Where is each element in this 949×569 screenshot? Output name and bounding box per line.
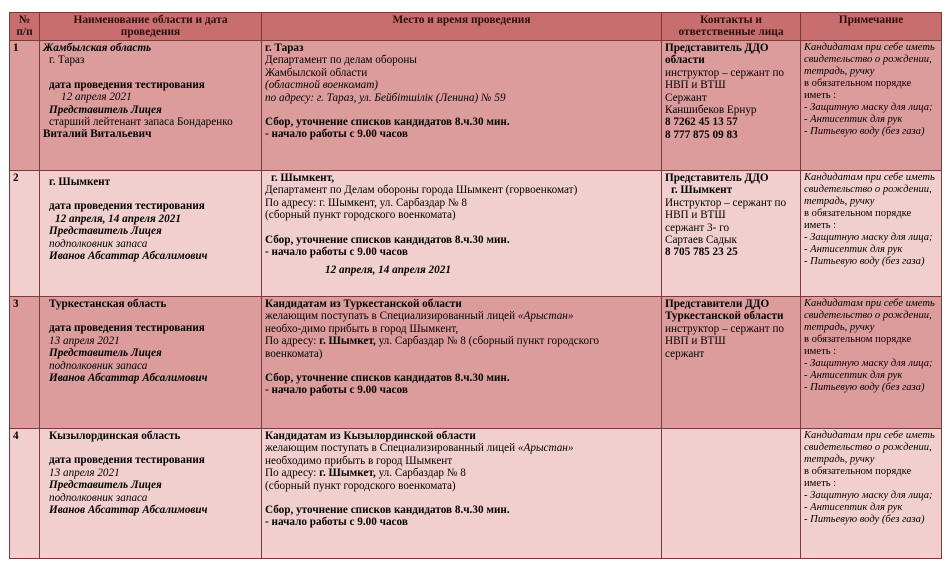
test-date: 13 апреля 2021 <box>49 466 120 479</box>
date-label: дата проведения тестирования <box>49 454 205 467</box>
contact-line: инструктор – сержант по НВП и ВТШ <box>665 66 785 92</box>
note-line: - Защитную маску для лица; <box>804 490 933 501</box>
contact-city: г. Шымкент <box>671 184 733 197</box>
contact-name: Сартаев Садык <box>665 234 737 247</box>
test-date: 12 апреля, 14 апреля 2021 <box>55 212 181 225</box>
rep-name: Иванов Абсаттар Абсалимович <box>49 372 208 385</box>
place-heading: Кандидатам из Кызылординской области <box>265 430 476 442</box>
region-cell <box>40 41 262 171</box>
rep-label: Представитель Лицея <box>49 347 162 360</box>
contact-line: сержант 3- го <box>665 221 730 234</box>
region-cell <box>40 171 262 297</box>
note-line: Кандидатам при себе иметь свидетельство о рождении, тетрадь, ручку <box>804 430 935 465</box>
rep-rank: подполковник запаса <box>49 237 148 250</box>
note-line: Кандидатам при себе иметь свидетельство о рождении, тетрадь, ручку <box>804 172 935 207</box>
date-label: дата проведения тестирования <box>49 322 205 335</box>
place-address: По адресу: г. Шымкент, ул. Сарбаздар № 8 <box>265 196 467 209</box>
region-cell <box>40 429 262 559</box>
rep-label: Представитель Лицея <box>49 225 162 238</box>
test-date: 13 апреля 2021 <box>49 334 120 347</box>
region-sub: г. Тараз <box>49 54 85 67</box>
row-number: 2 <box>10 171 40 297</box>
rep-name: Виталий Витальевич <box>43 128 152 141</box>
place-city: г. Тараз <box>265 42 304 54</box>
table-row <box>10 41 942 171</box>
lyceum-name: «Арыстан» <box>517 442 574 455</box>
schedule-table <box>9 12 942 559</box>
row-number: 1 <box>10 41 40 171</box>
place-city: г. Шымкент, <box>271 172 335 184</box>
note-line: - Антисептик для рук <box>804 114 903 125</box>
place-line: необхо-димо прибыть в город Шымкент, <box>265 322 459 335</box>
place-line: (сборный пункт городского военкомата) <box>265 209 456 222</box>
place-cell <box>262 171 662 297</box>
place-address: По адресу: г. Шымкет, ул. Сарбаздар № 8 (сборный пункт городского военкомата) <box>265 335 599 360</box>
note-line: Кандидатам при себе иметь свидетельство о рождении, тетрадь, ручку <box>804 298 935 333</box>
row-number: 3 <box>10 297 40 429</box>
note-line: - Питьевую воду (без газа) <box>804 514 925 525</box>
note-line: в обязательном порядке иметь : <box>804 78 912 101</box>
place-cell <box>262 297 662 429</box>
contact-title: Представитель ДДО <box>665 172 769 184</box>
region-cell <box>40 297 262 429</box>
header-contacts: Контакты и ответственные лица <box>662 13 801 41</box>
contacts-cell <box>662 429 801 559</box>
note-cell <box>801 429 942 559</box>
place-heading: Кандидатам из Туркестанской области <box>265 298 462 310</box>
note-line: - Антисептик для рук <box>804 502 903 513</box>
note-line: - Защитную маску для лица; <box>804 102 933 113</box>
start-time: - начало работы с 9.00 часов <box>265 128 408 141</box>
contact-line: сержант <box>665 347 705 360</box>
table-row <box>10 171 942 297</box>
note-line: - Антисептик для рук <box>804 370 903 381</box>
rep-rank: подполковник запаса <box>49 359 148 372</box>
place-line: Департамент по делам обороны <box>265 54 417 67</box>
header-region: Наименование области и дата проведения <box>40 13 262 41</box>
contacts-cell <box>662 41 801 171</box>
place-cell <box>262 41 662 171</box>
contact-title: Представители ДДО Туркестанской области <box>665 298 784 323</box>
note-line: в обязательном порядке иметь : <box>804 466 912 489</box>
contact-phone: 8 7262 45 13 57 <box>665 116 738 129</box>
note-line: - Питьевую воду (без газа) <box>804 126 925 137</box>
note-line: - Питьевую воду (без газа) <box>804 382 925 393</box>
region-title: Туркестанская область <box>49 298 167 310</box>
rep-label: Представитель Лицея <box>49 479 162 492</box>
place-line: Жамбылской области <box>265 66 368 79</box>
note-line: - Защитную маску для лица; <box>804 232 933 243</box>
place-line: желающим поступать в Специализированный лицей «Арыстан» <box>265 442 574 455</box>
header-row <box>10 13 942 41</box>
place-address: По адресу: г. Шымкет, ул. Сарбаздар № 8 <box>265 467 466 480</box>
gathering-time: Сбор, уточнение списков кандидатов 8.ч.30 мин. <box>265 504 510 517</box>
note-line: - Питьевую воду (без газа) <box>804 256 925 267</box>
note-cell <box>801 171 942 297</box>
place-cell <box>262 429 662 559</box>
start-time: - начало работы с 9.00 часов <box>265 246 408 259</box>
date-label: дата проведения тестирования <box>49 78 205 91</box>
contact-name: Каншибеков Ернур <box>665 104 757 117</box>
place-line: (сборный пункт городского военкомата) <box>265 479 456 492</box>
rep-rank: старший лейтенант запаса Бондаренко <box>49 116 233 129</box>
contact-phone: 8 705 785 23 25 <box>665 246 738 259</box>
start-time: - начало работы с 9.00 часов <box>265 384 408 397</box>
start-time: - начало работы с 9.00 часов <box>265 516 408 529</box>
region-title: г. Шымкент <box>49 176 111 188</box>
place-line: необходимо прибыть в город Шымкент <box>265 454 453 467</box>
lyceum-name: «Арыстан» <box>517 310 574 323</box>
rep-rank: подполковник запаса <box>49 491 148 504</box>
contact-line: Сержант <box>665 91 707 104</box>
rep-name: Иванов Абсаттар Абсалимович <box>49 504 208 517</box>
contact-line: инструктор – сержант по НВП и ВТШ <box>665 322 785 348</box>
table-row <box>10 429 942 559</box>
header-num: № п/п <box>10 13 40 41</box>
gathering-time: Сбор, уточнение списков кандидатов 8.ч.30 мин. <box>265 372 510 385</box>
contact-phone: 8 777 875 09 83 <box>665 128 738 141</box>
note-line: - Защитную маску для лица; <box>804 358 933 369</box>
note-line: - Антисептик для рук <box>804 244 903 255</box>
contact-line: Инструктор – сержант по НВП и ВТШ <box>665 196 787 222</box>
note-line: Кандидатам при себе иметь свидетельство о рождении, тетрадь, ручку <box>804 42 935 77</box>
region-title: Жамбылская область <box>43 42 152 54</box>
gathering-time: Сбор, уточнение списков кандидатов 8.ч.30 мин. <box>265 233 510 246</box>
rep-label: Представитель Лицея <box>49 103 162 116</box>
gathering-time: Сбор, уточнение списков кандидатов 8.ч.30 мин. <box>265 116 510 129</box>
contacts-cell <box>662 297 801 429</box>
contact-title: Представитель ДДО области <box>665 42 769 67</box>
place-dates: 12 апреля, 14 апреля 2021 <box>325 264 451 277</box>
rep-name: Иванов Абсаттар Абсалимович <box>49 250 208 263</box>
note-line: в обязательном порядке иметь : <box>804 334 912 357</box>
place-address: по адресу: г. Тараз, ул. Бейбітшілік (Ленина) № 59 <box>265 91 506 104</box>
row-number: 4 <box>10 429 40 559</box>
note-cell <box>801 41 942 171</box>
place-line: (областной военкомат) <box>265 79 379 92</box>
note-line: в обязательном порядке иметь : <box>804 208 912 231</box>
contacts-cell <box>662 171 801 297</box>
table-row <box>10 297 942 429</box>
header-note: Примечание <box>801 13 942 41</box>
header-place: Место и время проведения <box>262 13 662 41</box>
region-title: Кызылординская область <box>49 430 181 442</box>
date-label: дата проведения тестирования <box>49 200 205 213</box>
test-date: 12 апреля 2021 <box>61 91 132 104</box>
place-line: Департамент по Делам обороны города Шымкент (горвоенкомат) <box>265 184 578 197</box>
note-cell <box>801 297 942 429</box>
place-line: желающим поступать в Специализированный лицей «Арыстан» <box>265 310 574 323</box>
